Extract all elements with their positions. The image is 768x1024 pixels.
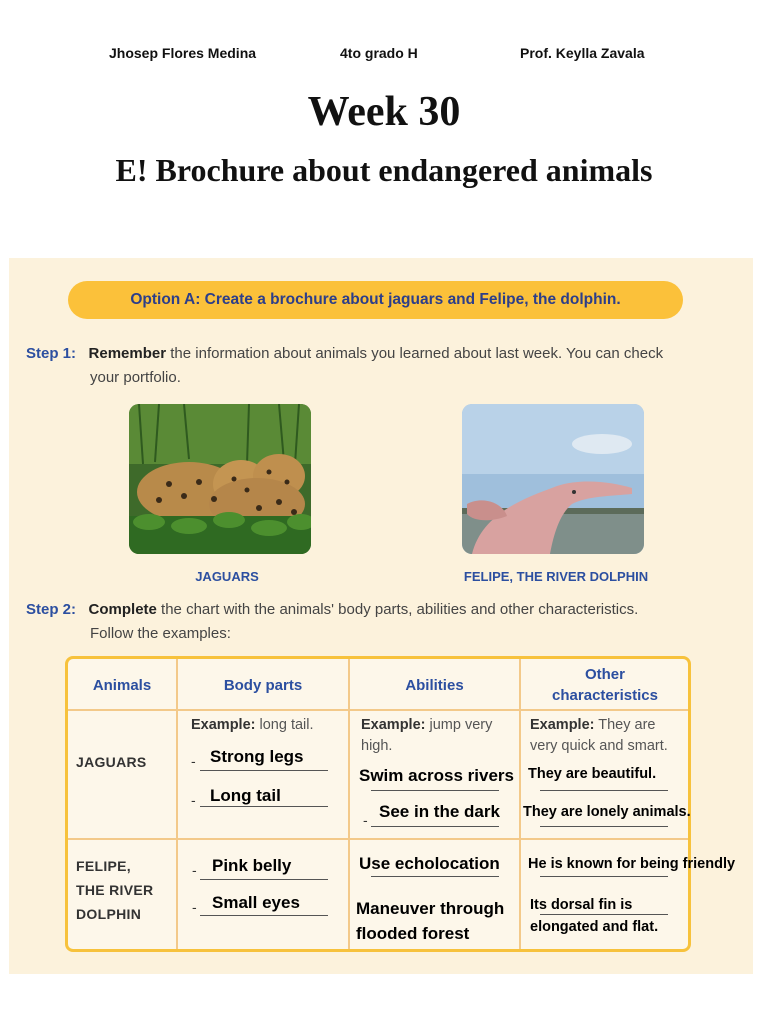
header-abilities: Abilities — [405, 677, 464, 694]
answer-line — [371, 876, 499, 877]
jaguars-caption: JAGUARS — [195, 569, 259, 584]
bullet-dot: - — [192, 899, 197, 915]
dolphin-ability-2 — [356, 896, 504, 946]
answer-line — [200, 915, 328, 916]
jaguar-other-2: They are lonely animals. — [523, 804, 691, 820]
animal-dolphin-line2: THE RIVER — [76, 882, 154, 898]
jaguars-image — [129, 404, 311, 554]
jaguar-ability-2: See in the dark — [379, 802, 500, 821]
animal-felipe-dolphin — [76, 854, 153, 926]
dolphin-ability-1: Use echolocation — [359, 854, 500, 873]
answer-line — [200, 770, 328, 771]
example-abilities — [361, 715, 519, 757]
bullet-dot: - — [363, 812, 368, 828]
bullet-dot: - — [192, 862, 197, 878]
dolphin-body-part-1: Pink belly — [212, 856, 292, 875]
dolphin-image — [462, 404, 644, 554]
answer-line — [540, 826, 668, 827]
answer-line — [371, 790, 499, 791]
page-title: Week 30 — [307, 89, 461, 135]
jaguar-ability-1: Swim across rivers — [359, 766, 514, 785]
step-2-verb: Complete — [88, 601, 157, 618]
example-abilities-text-2: high. — [361, 738, 393, 754]
student-name: Jhosep Flores Medina — [109, 45, 257, 61]
jaguar-body-part-1: Strong legs — [210, 747, 304, 766]
dolphin-ability-2-line2: flooded forest — [356, 924, 470, 943]
step-1-verb: Remember — [88, 345, 167, 362]
example-label: Example: — [530, 717, 595, 733]
step-1-text: the information about animals you learned about last week. You can check — [170, 345, 664, 362]
bullet-dot: - — [191, 792, 196, 808]
dolphin-other-2-line2: elongated and flat. — [530, 919, 659, 935]
dolphin-other-1: He is known for being friendly — [528, 856, 736, 872]
example-label: Example: — [191, 717, 256, 733]
dolphin-photo — [462, 404, 644, 554]
answer-line — [540, 914, 668, 915]
answer-line — [200, 879, 328, 880]
option-a-banner: Option A: Create a brochure about jaguars and Felipe, the dolphin. — [68, 281, 683, 319]
header-animals: Animals — [92, 677, 152, 694]
page-subtitle: E! Brochure about endangered animals — [115, 152, 653, 188]
animal-dolphin-line1: FELIPE, — [76, 858, 131, 874]
bullet-dot: - — [191, 753, 196, 769]
step-2-text-continued: Follow the examples: — [90, 625, 231, 642]
step-2-label: Step 2: — [26, 601, 77, 618]
step-2-text: the chart with the animals' body parts, abilities and other characteristics. — [161, 601, 639, 618]
answer-line — [200, 806, 328, 807]
animal-jaguars: JAGUARS — [76, 754, 147, 770]
header-body-parts: Body parts — [223, 677, 303, 694]
example-body-parts-text: long tail. — [259, 717, 314, 733]
dolphin-body-part-2: Small eyes — [212, 893, 300, 912]
answer-line — [371, 826, 499, 827]
header-other-line1: Other — [584, 666, 625, 683]
teacher-name: Prof. Keylla Zavala — [520, 45, 645, 61]
chart-divider — [348, 659, 350, 949]
example-abilities-text-1: jump very — [429, 717, 493, 733]
step-1-instructions — [26, 342, 746, 390]
dolphin-ability-2-line1: Maneuver through — [356, 899, 505, 918]
step-1-label: Step 1: — [26, 345, 77, 362]
example-other-text-1: They are — [598, 717, 656, 733]
example-body-parts — [191, 715, 347, 736]
jaguars-photo — [129, 404, 311, 554]
chart-divider — [68, 838, 688, 840]
grade-label: 4to grado H — [340, 45, 418, 61]
jaguar-body-part-2: Long tail — [210, 786, 281, 805]
chart-divider — [176, 659, 178, 949]
example-other — [530, 715, 690, 757]
example-label: Example: — [361, 717, 426, 733]
dolphin-other-2-line1: Its dorsal fin is — [530, 897, 633, 913]
jaguar-other-1: They are beautiful. — [528, 766, 657, 782]
animal-dolphin-line3: DOLPHIN — [76, 906, 142, 922]
header-other-characteristics — [521, 664, 689, 706]
example-other-text-2: very quick and smart. — [530, 738, 668, 754]
step-1-text-continued: your portfolio. — [90, 369, 181, 386]
dolphin-caption: FELIPE, THE RIVER DOLPHIN — [463, 569, 649, 584]
step-2-instructions — [26, 598, 746, 646]
answer-line — [540, 790, 668, 791]
header-other-line2: characteristics — [552, 687, 658, 704]
dolphin-other-2 — [530, 894, 658, 938]
chart-divider — [68, 709, 688, 711]
answer-line — [540, 876, 668, 877]
